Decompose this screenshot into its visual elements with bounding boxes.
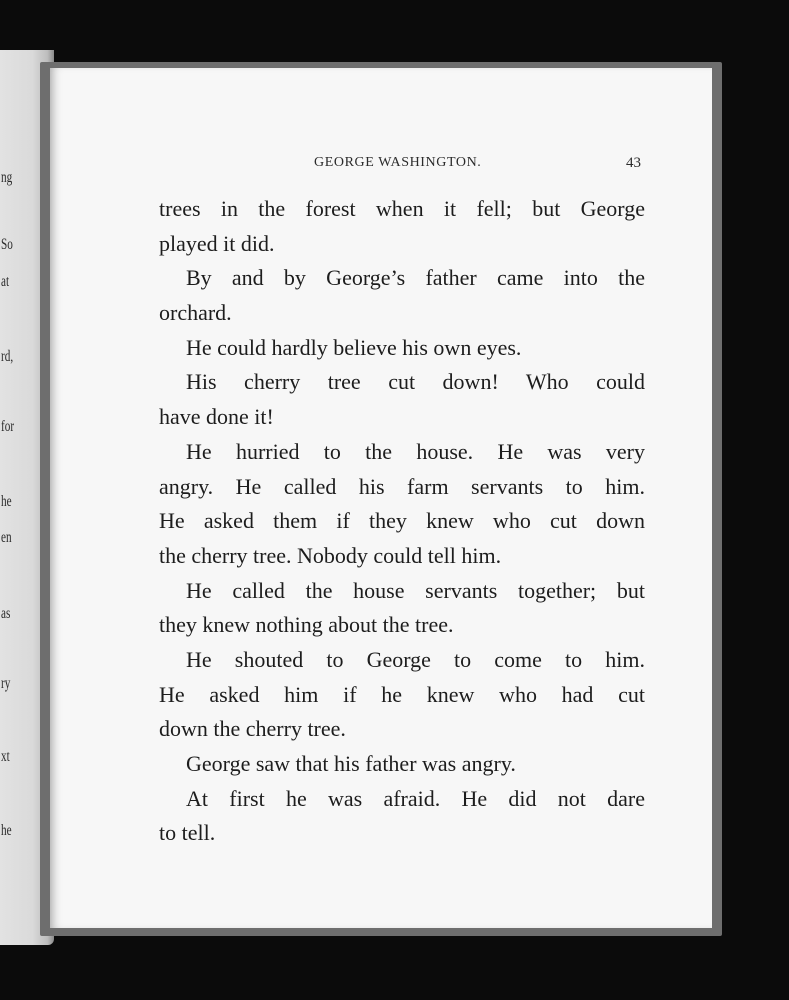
left-page-fragment: ng (1, 169, 13, 186)
text-line: down the cherry tree. (159, 716, 346, 742)
text-line: orchard. (159, 300, 232, 326)
text-line: He could hardly believe his own eyes. (186, 334, 522, 360)
text-line: He called the house servants together; but (186, 577, 645, 603)
left-page-fragment: for (1, 418, 15, 435)
text-line: George saw that his father was angry. (186, 751, 516, 776)
text-line: He shouted to George to come to him. (186, 646, 645, 672)
text-line: He hurried to the house. He was very (186, 438, 645, 464)
text-line: At first he was afraid. He did not dare (186, 785, 645, 811)
text-line: the cherry tree. Nobody could tell him. (159, 542, 502, 568)
text-line: trees in the forest when it fell; but George (159, 196, 645, 221)
left-page-fragment: So (1, 236, 13, 253)
text-line: played it did. (159, 230, 275, 256)
left-page-fragment: en (1, 529, 12, 546)
text-line: angry. He called his farm servants to him. (159, 473, 645, 499)
text-line: they knew nothing about the tree. (159, 612, 454, 638)
left-page-fragment: xt (1, 748, 10, 765)
running-title: GEORGE WASHINGTON. (314, 155, 482, 170)
left-page-fragment: as (1, 605, 11, 622)
body-text (159, 192, 645, 851)
left-page-fragment: rd, (1, 348, 14, 365)
text-line: to tell. (159, 820, 216, 846)
left-page-fragment: he (1, 493, 12, 510)
text-line: By and by George’s father came into the (186, 265, 645, 291)
text-line: He asked him if he knew who had cut (159, 681, 645, 707)
left-page-fragment: ry (1, 675, 11, 692)
text-line: His cherry tree cut down! Who could (186, 369, 645, 395)
text-line: He asked them if they knew who cut down (159, 508, 645, 534)
left-page-fragment: he (1, 822, 12, 839)
text-line: have done it! (159, 404, 274, 430)
left-page-fragment: at (1, 273, 10, 290)
page-number: 43 (626, 155, 641, 171)
